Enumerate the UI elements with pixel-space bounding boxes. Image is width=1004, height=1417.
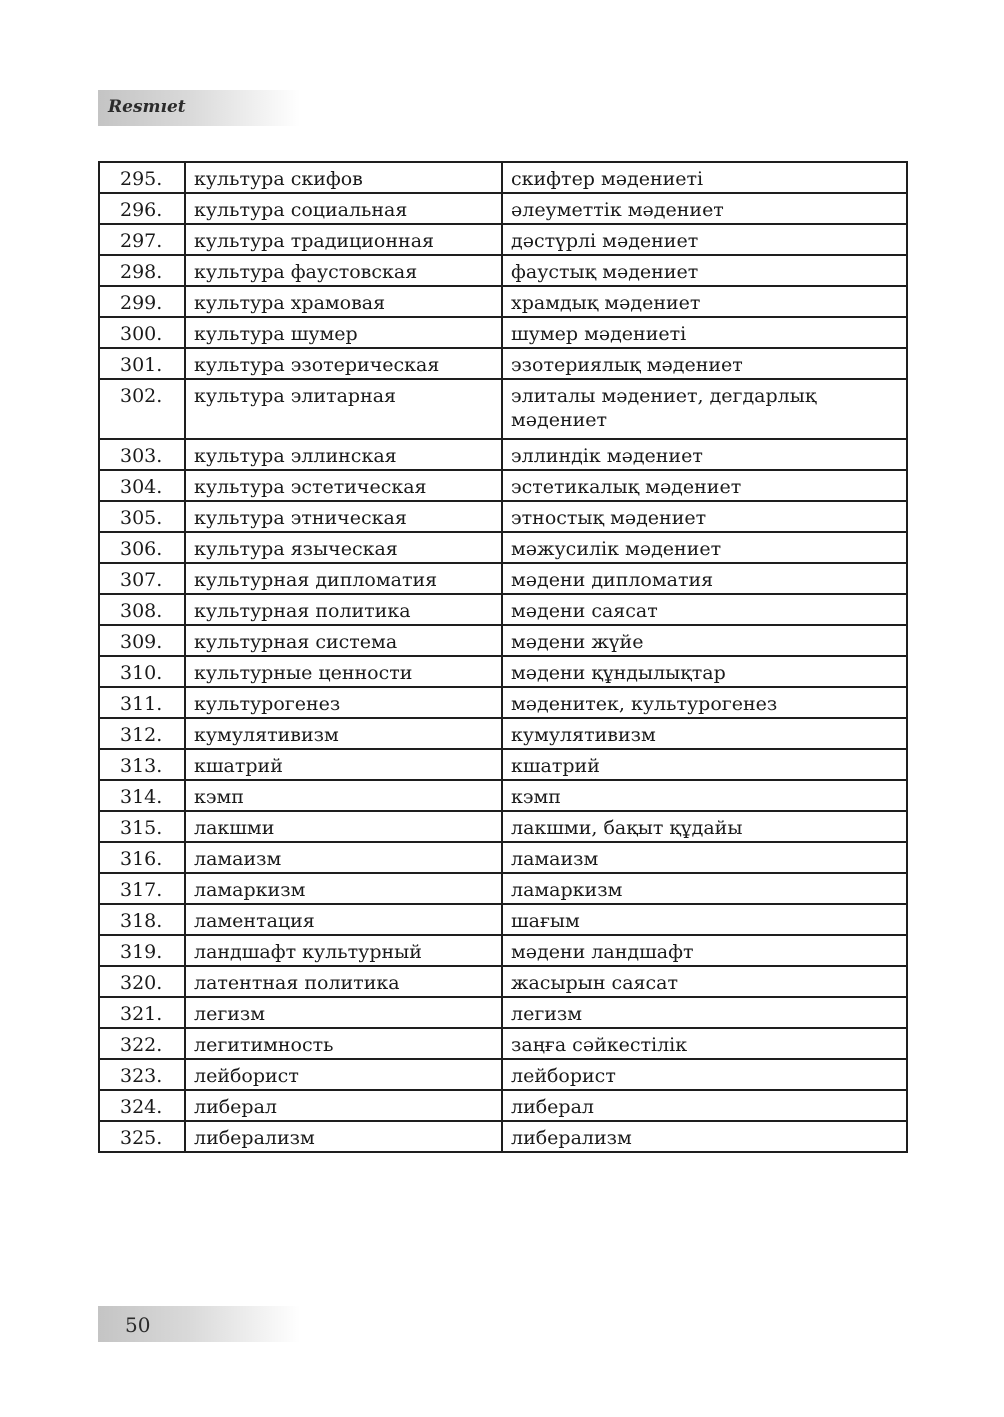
page-footer (98, 1306, 300, 1342)
russian-term: культура элитарная (185, 379, 502, 439)
russian-term: ламаркизм (185, 873, 502, 904)
table-row (99, 780, 907, 811)
row-number: 298. (99, 255, 185, 286)
kazakh-term: лейборист (502, 1059, 907, 1090)
row-number: 317. (99, 873, 185, 904)
russian-term: культурная система (185, 625, 502, 656)
kazakh-term: либерализм (502, 1121, 907, 1152)
table-row (99, 625, 907, 656)
row-number: 302. (99, 379, 185, 439)
russian-term: латентная политика (185, 966, 502, 997)
row-number: 301. (99, 348, 185, 379)
kazakh-term: заңға сәйкестілік (502, 1028, 907, 1059)
russian-term: культурогенез (185, 687, 502, 718)
russian-term: либерал (185, 1090, 502, 1121)
table-row (99, 348, 907, 379)
row-number: 305. (99, 501, 185, 532)
kazakh-term: либерал (502, 1090, 907, 1121)
table-row (99, 1090, 907, 1121)
kazakh-term: этностық мәдениет (502, 501, 907, 532)
table-row (99, 379, 907, 439)
russian-term: культура традиционная (185, 224, 502, 255)
table-row (99, 224, 907, 255)
kazakh-term: легизм (502, 997, 907, 1028)
kazakh-term: храмдық мәдениет (502, 286, 907, 317)
running-header (98, 90, 300, 126)
row-number: 314. (99, 780, 185, 811)
row-number: 322. (99, 1028, 185, 1059)
kazakh-term: фаустық мәдениет (502, 255, 907, 286)
russian-term: либерализм (185, 1121, 502, 1152)
table-row (99, 873, 907, 904)
table-row (99, 811, 907, 842)
row-number: 308. (99, 594, 185, 625)
russian-term: культурная политика (185, 594, 502, 625)
kazakh-term: кумулятивизм (502, 718, 907, 749)
kazakh-term: жасырын саясат (502, 966, 907, 997)
russian-term: культура эстетическая (185, 470, 502, 501)
page-number: 50 (125, 1313, 151, 1337)
row-number: 318. (99, 904, 185, 935)
glossary-table-body (99, 162, 907, 1152)
row-number: 304. (99, 470, 185, 501)
table-row (99, 162, 907, 193)
table-row (99, 1059, 907, 1090)
russian-term: кумулятивизм (185, 718, 502, 749)
table-row (99, 935, 907, 966)
row-number: 295. (99, 162, 185, 193)
row-number: 315. (99, 811, 185, 842)
kazakh-term: кэмп (502, 780, 907, 811)
russian-term: легитимность (185, 1028, 502, 1059)
russian-term: культура фаустовская (185, 255, 502, 286)
kazakh-term: мәдени жүйе (502, 625, 907, 656)
table-row (99, 749, 907, 780)
table-row (99, 563, 907, 594)
kazakh-term: мәдени саясат (502, 594, 907, 625)
row-number: 321. (99, 997, 185, 1028)
russian-term: культура социальная (185, 193, 502, 224)
table-row (99, 532, 907, 563)
kazakh-term: ламаизм (502, 842, 907, 873)
russian-term: культура эзотерическая (185, 348, 502, 379)
row-number: 320. (99, 966, 185, 997)
russian-term: ламаизм (185, 842, 502, 873)
kazakh-term: ламаркизм (502, 873, 907, 904)
kazakh-term: кшатрий (502, 749, 907, 780)
kazakh-term: эллиндік мәдениет (502, 439, 907, 470)
row-number: 316. (99, 842, 185, 873)
russian-term: культурная дипломатия (185, 563, 502, 594)
table-row (99, 470, 907, 501)
table-row (99, 317, 907, 348)
row-number: 312. (99, 718, 185, 749)
russian-term: лакшми (185, 811, 502, 842)
row-number: 296. (99, 193, 185, 224)
row-number: 319. (99, 935, 185, 966)
row-number: 306. (99, 532, 185, 563)
table-row (99, 286, 907, 317)
table-row (99, 594, 907, 625)
russian-term: кэмп (185, 780, 502, 811)
table-row (99, 1121, 907, 1152)
table-row (99, 904, 907, 935)
row-number: 309. (99, 625, 185, 656)
table-row (99, 439, 907, 470)
row-number: 324. (99, 1090, 185, 1121)
kazakh-term: лакшми, бақыт құдайы (502, 811, 907, 842)
kazakh-term: мәдени құндылықтар (502, 656, 907, 687)
russian-term: культура этническая (185, 501, 502, 532)
kazakh-term: скифтер мәдениеті (502, 162, 907, 193)
row-number: 299. (99, 286, 185, 317)
russian-term: лейборист (185, 1059, 502, 1090)
table-row (99, 501, 907, 532)
kazakh-term: әлеуметтік мәдениет (502, 193, 907, 224)
russian-term: культура эллинская (185, 439, 502, 470)
table-row (99, 687, 907, 718)
russian-term: легизм (185, 997, 502, 1028)
header-title: Resmıet (108, 97, 186, 117)
russian-term: кшатрий (185, 749, 502, 780)
row-number: 303. (99, 439, 185, 470)
row-number: 300. (99, 317, 185, 348)
kazakh-term: элиталы мәдениет, дегдарлық мәдениет (502, 379, 907, 439)
row-number: 325. (99, 1121, 185, 1152)
russian-term: культура храмовая (185, 286, 502, 317)
russian-term: ламентация (185, 904, 502, 935)
russian-term: культура шумер (185, 317, 502, 348)
row-number: 307. (99, 563, 185, 594)
kazakh-term: эзотериялық мәдениет (502, 348, 907, 379)
russian-term: культура скифов (185, 162, 502, 193)
row-number: 310. (99, 656, 185, 687)
table-row (99, 718, 907, 749)
russian-term: ландшафт культурный (185, 935, 502, 966)
kazakh-term: шумер мәдениеті (502, 317, 907, 348)
kazakh-term: мәдени ландшафт (502, 935, 907, 966)
table-row (99, 656, 907, 687)
row-number: 313. (99, 749, 185, 780)
kazakh-term: мәдени дипломатия (502, 563, 907, 594)
table-row (99, 193, 907, 224)
table-row (99, 966, 907, 997)
kazakh-term: эстетикалық мәдениет (502, 470, 907, 501)
kazakh-term: мәденитек, культурогенез (502, 687, 907, 718)
kazakh-term: шағым (502, 904, 907, 935)
table-row (99, 842, 907, 873)
kazakh-term: дәстүрлі мәдениет (502, 224, 907, 255)
row-number: 323. (99, 1059, 185, 1090)
russian-term: культурные ценности (185, 656, 502, 687)
table-row (99, 997, 907, 1028)
row-number: 311. (99, 687, 185, 718)
table-row (99, 1028, 907, 1059)
kazakh-term: мәжусилік мәдениет (502, 532, 907, 563)
table-row (99, 255, 907, 286)
russian-term: культура языческая (185, 532, 502, 563)
row-number: 297. (99, 224, 185, 255)
glossary-table (98, 161, 908, 1153)
